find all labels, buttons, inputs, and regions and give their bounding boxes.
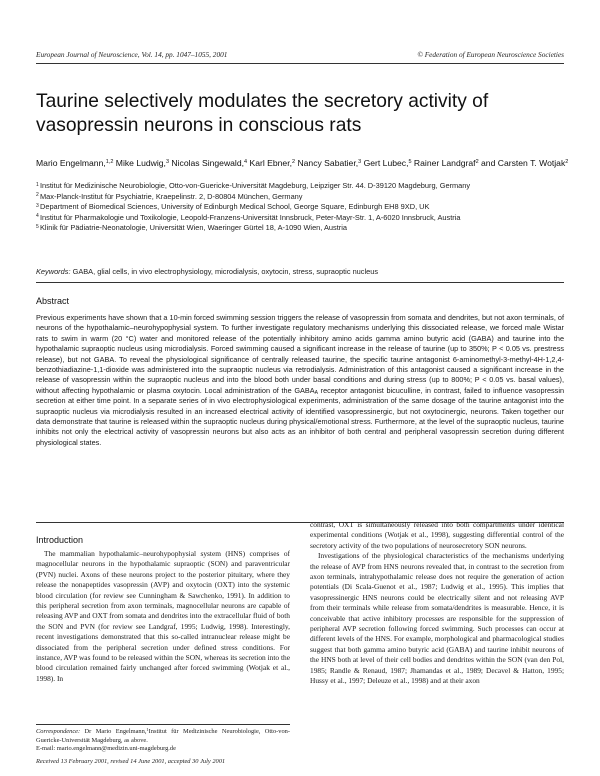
affiliation-number: 5 [36, 223, 39, 230]
author-affiliation-number: 2 [475, 159, 479, 165]
author-name [116, 158, 169, 168]
correspondence-sup: 1 [146, 727, 149, 732]
correspondence-name: Dr Mario Engelmann, [84, 728, 147, 735]
author-label: Mario Engelmann, [36, 158, 106, 168]
author-label: Nicolas Singewald, [171, 158, 245, 168]
intro-paragraph-2: Investigations of the physiological characteristics of the mechanisms underlying the release of AVP from HNS neurons revealed that, in contrast to the secretion from axon terminals, intrahypothalamic release does not require the generation of action potentials (Di Scala-Guenot et al., 1987; Ludwig et al., 1995). This implies that vasopressinergic HNS neurons could be electrically silent and not releasing AVP from their terminals while release from somata/dendrites is measurable. Hence, it is conceivable that active inhibitory processes are responsible for the suppression of peripheral AVP secretion following forced swimming. Such processes can occur at different levels of the HNS. For example, morphological and pharmacological studies suggest that both gamma amino butyric acid (GABA) and taurine inhibit neurons of the HNS both at level of their cell bodies and dendrites within the SON (van den Pol, 1985; Randle & Renaud, 1987; Jhamandas et al., 1989; Decavel & Hatton, 1995; Hussy et al., 1997; Deleuze et al., 1998) and at their axon [310, 551, 564, 686]
keywords [36, 267, 576, 277]
author-label: Rainer Landgraf [413, 158, 476, 168]
author-name [297, 158, 361, 168]
affiliation-list [36, 181, 576, 234]
header-rule [36, 63, 564, 64]
affiliation-text: Institut für Pharmakologie und Toxikologie, Leopold-Franzens-Universität Innsbruck, Peter-Mayr-Str. 1, A-6020 Innsbruck, Austria [40, 212, 461, 222]
author-affiliation-number: 4 [244, 159, 248, 165]
author-label: and Carsten T. Wotjak [481, 158, 566, 168]
article-title: Taurine selectively modulates the secretory activity of vasopressin neurons in conscious rats [36, 91, 489, 136]
introduction-heading: Introduction [36, 535, 84, 545]
affiliation-number: 3 [36, 202, 39, 209]
abstract-heading: Abstract [36, 296, 70, 306]
journal-citation: European Journal of Neuroscience, Vol. 14, pp. 1047–1055, 2001 [36, 50, 228, 59]
keywords-rule [36, 282, 564, 283]
author-name [249, 158, 295, 168]
author-affiliation-number: 3 [358, 159, 362, 165]
abstract-part-2: receptor antagonist bicuculline, in contrast, failed to influence vasopressin secretion at either time point. In a separate series of in vivo electrophysiological experiments, administration of the same dosage of the taurine antagonist into the supraoptic nucleus via microdialysis resulted in an increased electrical activity of identified vasopressinergic, but not oxytocinergic, neurons. Taken together our data demonstrate that taurine is released within the supraoptic nucleus during physical/emotional stress. Furthermore, at the level of the supraoptic nucleus, taurine inhibits not only the electrical activity of vasopressin neurons but also acts as an inhibitor of both central and peripheral vasopressin secretion during different physiological states. [36, 385, 564, 447]
affiliation-item [36, 202, 576, 213]
author-label: Mike Ludwig, [115, 158, 166, 168]
affiliation-text: Klinik für Pädiatrie-Neonatologie, Universität Wien, Waeringer Gürtel 18, A-1090 Wien, Austria [40, 223, 347, 233]
author-name [364, 158, 412, 168]
left-column [36, 549, 290, 719]
intro-paragraph-1: The mammalian hypothalamic–neurohypophysial system (HNS) comprises of magnocellular neurons in the hypothalamic supraoptic (SON) and paraventricular (PVN) nuclei. Axons of these neurons project to the posterior pituitary, where they release the nonapeptides vasopressin (AVP) and oxytocin (OXT) into the systemic blood circulation (for review see Cunningham & Sawchenko, 1991). In addition to this peripheral secretion from axon terminals, magnocellular neurons are capable of releasing AVP and OXT from somata and dendrites into the extracellular fluid of both the SON and PVN (for review see Landgraf, 1995; Ludwig, 1998). Interestingly, recent investigations demonstrated that this so-called intranuclear release might be dissociated from the peripheral secretion under defined stress conditions. For instance, AVP was found to be released within the SON, whereas its secretion into the blood circulation remained fairly unchanged after forced swimming (Wotjak et al., 1998). In [36, 549, 290, 683]
abstract-text [36, 313, 564, 448]
author-name [36, 158, 113, 168]
correspondence-footnote [36, 728, 290, 754]
publisher-notice: © Federation of European Neuroscience Societies [417, 50, 564, 59]
affiliation-number: 2 [36, 192, 39, 199]
abstract-subscript: A [314, 389, 318, 396]
author-affiliation-number: 2 [565, 159, 569, 165]
affiliation-text: Institut für Medizinische Neurobiologie, Otto-von-Guericke-Universität Magdeburg, Leipziger Str. 44. D-39120 Magdeburg, Germany [40, 181, 471, 190]
intro-paragraph-1-continued: contrast, OXT is simultaneously released into both compartments under identical experimental conditions (Wotjak et al., 1998), suggesting differential control of the secretory activity of the two populations of neurosecretory SON neurons. [310, 520, 564, 550]
author-label: Gert Lubec, [363, 158, 409, 168]
correspondence-label: Correspondence: [36, 728, 81, 735]
affiliation-item [36, 181, 576, 192]
affiliation-number: 4 [36, 213, 39, 220]
author-affiliation-number: 3 [165, 159, 170, 165]
running-head [36, 50, 564, 62]
correspondence-email: E-mail: mario.engelmann@medizin.uni-magdeburg.de [36, 745, 176, 753]
footnote-rule [36, 724, 290, 725]
correspondence-address: Institut für Medizinische Neurobiologie, Otto-von-Guericke-Universität Magdeburg, as above. [36, 728, 290, 744]
author-name [171, 158, 247, 168]
author-name [481, 158, 568, 168]
right-column [310, 520, 564, 772]
affiliation-text: Max-Planck-Institut für Psychiatrie, Kraepelinstr. 2, D-80804 München, Germany [40, 191, 303, 201]
abstract-part-1: Previous experiments have shown that a 10-min forced swimming session triggers the release of vasopressin from somata and dendrites, but not axon terminals, of neurons of the hypothalamic–neurohypophysial system. To further investigate regulatory mechanisms underlying this dissociated release, we forced male Wistar rats to swim in warm (20 °C) water and monitored release of the potentially inhibitory amino acids gamma amino butyric acid (GABA) and taurine into the hypothalamic supraoptic nucleus using microdialysis. Forced swimming caused a significant increase in the release of taurine (up to 350%; P < 0.05 vs. prestress release), but not GABA. To reveal the physiological significance of centrally released taurine, the specific taurine antagonist 6-aminomethyl-3-methyl-4H-1,2,4-benzothiadiazine-1,1-dioxide was administered into the supraoptic nucleus via retrodialysis. Administration of this antagonist caused a significant increase in the release of vasopressin within the supraoptic nucleus and into the blood both under basal conditions and during stress (up to 800%; P < 0.05 vs. basal values), without affecting hypothalamic or plasma oxytocin. Local administration of the GABA [36, 313, 564, 395]
keywords-text: GABA, glial cells, in vivo electrophysiology, microdialysis, oxytocin, stress, supraoptic nucleus [72, 267, 379, 276]
author-affiliation-number: 1,2 [105, 159, 114, 165]
affiliation-number: 1 [36, 181, 39, 188]
author-list [36, 158, 576, 169]
affiliation-item [36, 192, 576, 203]
author-affiliation-number: 2 [291, 159, 296, 165]
author-label: Nancy Sabatier, [297, 158, 359, 168]
keywords-label: Keywords: [36, 267, 71, 276]
affiliation-item [36, 213, 576, 224]
affiliation-text: Department of Biomedical Sciences, University of Edinburgh Medical School, George Square, Edinburgh EH8 9XD, UK [40, 202, 430, 212]
author-name [414, 158, 479, 168]
author-affiliation-number: 5 [408, 159, 412, 165]
author-label: Karl Ebner, [249, 158, 292, 168]
received-dates: Received 13 February 2001, revised 14 June 2001, accepted 30 July 2001 [36, 758, 226, 765]
affiliation-item [36, 223, 576, 234]
